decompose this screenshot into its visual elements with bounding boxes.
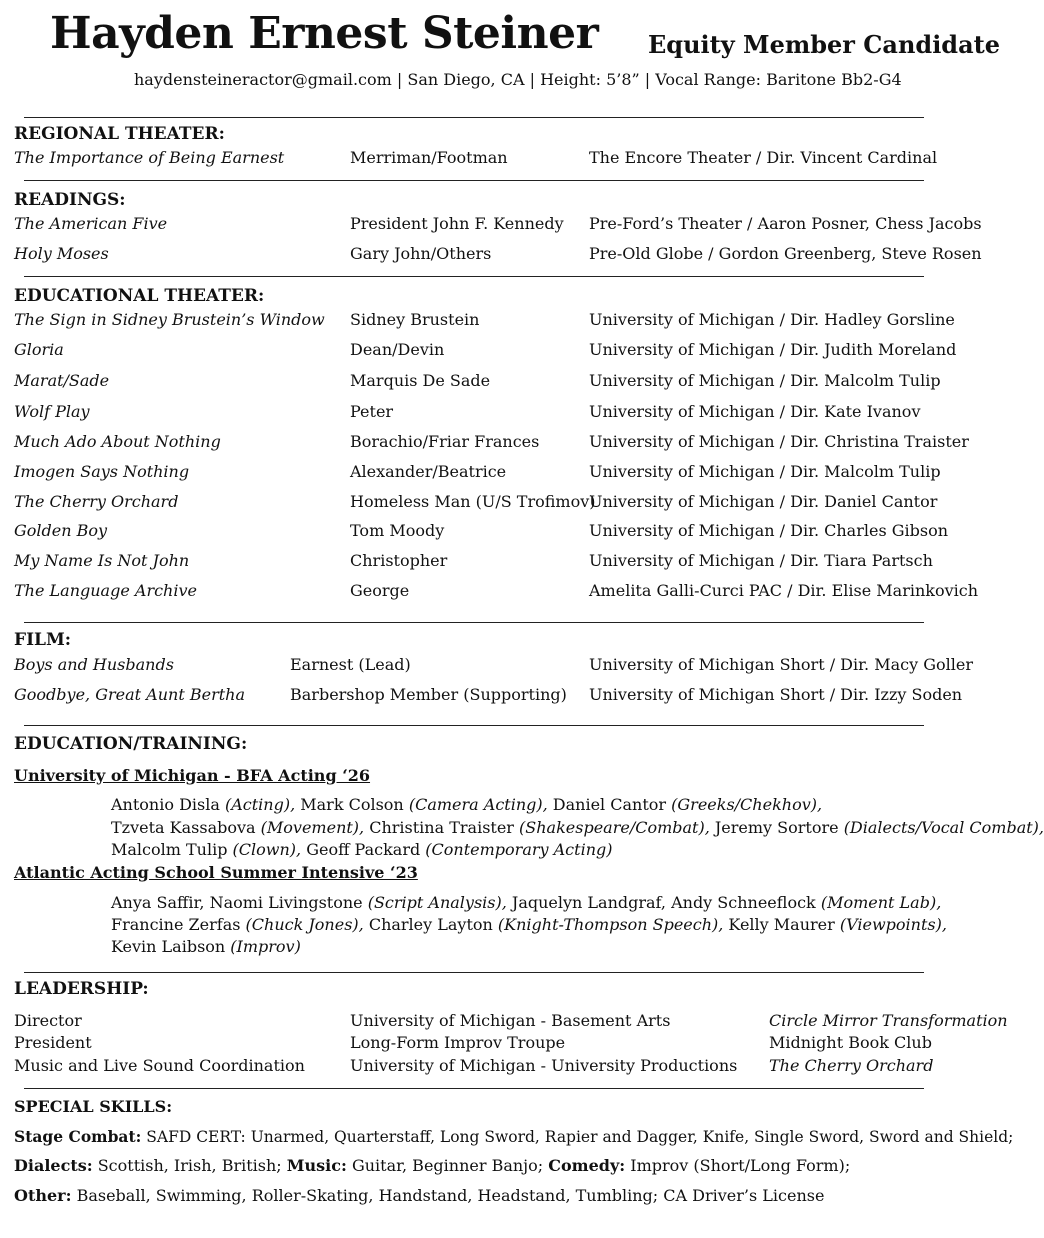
credit-venue: Pre-Ford’s Theater / Aaron Posner, Chess Jacobs [589,214,982,233]
training-focus: (Greeks/Chekhov), [671,795,823,814]
credit-venue: University of Michigan / Dir. Malcolm Tulip [589,462,941,481]
credit-row [0,148,994,170]
divider [24,972,924,973]
credit-role: George [350,581,410,600]
skill-line-stage-combat [14,1127,1013,1146]
section-heading-education: EDUCATION/TRAINING: [14,734,248,754]
divider [24,725,924,726]
section-heading-skills: SPECIAL SKILLS: [14,1097,173,1116]
teacher-line [111,915,947,934]
credit-venue: University of Michigan / Dir. Judith Moreland [589,340,957,359]
training-focus: (Script Analysis), [367,893,507,912]
divider [24,1088,924,1089]
credit-role: Barbershop Member (Supporting) [290,685,567,704]
training-focus: (Chuck Jones), [245,915,364,934]
credit-row [0,492,994,514]
skill-label: Music: [286,1156,347,1175]
teacher-line [111,840,612,859]
training-focus: (Moment Lab), [820,893,942,912]
credit-role: Earnest (Lead) [290,655,411,674]
teacher-name: Tzveta Kassabova [111,818,261,837]
training-focus: (Movement), [260,818,365,837]
credit-venue: University of Michigan / Dir. Charles Gibson [589,521,949,540]
teacher-name: Jaquelyn Landgraf, Andy Schneeflock [506,893,821,912]
teacher-line [111,937,301,956]
teacher-name: Geoff Packard [301,840,426,859]
training-focus: (Acting), [224,795,296,814]
teacher-name: Daniel Cantor [547,795,672,814]
skill-line-dialects [14,1156,850,1175]
credit-title: Gloria [14,340,64,359]
credit-row [0,432,994,454]
credit-title: Marat/Sade [14,371,110,390]
training-focus: (Improv) [230,937,301,956]
credit-role: President John F. Kennedy [350,214,564,233]
credit-role: Dean/Devin [350,340,445,359]
teacher-name: Antonio Disla [111,795,225,814]
credit-row [0,340,994,362]
credit-title: The Sign in Sidney Brustein’s Window [14,310,325,329]
credit-role: Sidney Brustein [350,310,480,329]
school-name: Atlantic Acting School Summer Intensive ‘23 [14,863,418,882]
leadership-row [0,1033,994,1055]
credit-title: Much Ado About Nothing [14,432,221,451]
section-heading-educational: EDUCATIONAL THEATER: [14,286,265,306]
skill-value: Improv (Short/Long Form); [625,1156,851,1175]
credit-venue: University of Michigan / Dir. Hadley Gorsline [589,310,955,329]
teacher-name: Kelly Maurer [723,915,840,934]
training-focus: (Contemporary Acting) [425,840,613,859]
training-focus: (Clown), [232,840,302,859]
skill-value: Guitar, Beginner Banjo; [346,1156,544,1175]
credit-role: Homeless Man (U/S Trofimov) [350,492,596,511]
teacher-line [111,795,822,814]
training-focus: (Camera Acting), [408,795,548,814]
credit-title: The American Five [14,214,168,233]
credit-title: My Name Is Not John [14,551,190,570]
credit-role: Borachio/Friar Frances [350,432,540,451]
skill-label: Dialects: [14,1156,93,1175]
credit-title: Imogen Says Nothing [14,462,190,481]
credit-venue: University of Michigan / Dir. Malcolm Tulip [589,371,941,390]
skill-value: SAFD CERT: Unarmed, Quarterstaff, Long Sword, Rapier and Dagger, Knife, Single Sword, Sword and Shield; [141,1128,1014,1146]
leadership-organization: University of Michigan - University Productions [350,1056,738,1075]
credit-row [0,371,994,393]
divider [24,180,924,181]
credit-row [0,685,994,707]
divider [24,117,924,118]
leadership-position: Director [14,1011,82,1030]
teacher-name: Jeremy Sortore [709,818,844,837]
contact-line: haydensteineractor@gmail.com | San Diego, CA | Height: 5’8” | Vocal Range: Baritone Bb2-G4 [134,70,902,89]
credit-title: The Importance of Being Earnest [14,148,285,167]
teacher-line [111,818,1044,837]
credit-row [0,655,994,677]
leadership-organization: University of Michigan - Basement Arts [350,1011,671,1030]
credit-title: Golden Boy [14,521,108,540]
teacher-name: Christina Traister [364,818,520,837]
teacher-name: Kevin Laibson [111,937,231,956]
credit-row [0,581,994,603]
teacher-name: Mark Colson [295,795,409,814]
credit-row [0,310,994,332]
credit-row [0,462,994,484]
credit-row [0,521,994,543]
credit-venue: Amelita Galli-Curci PAC / Dir. Elise Marinkovich [589,581,979,600]
credit-row [0,402,994,424]
credit-title: The Cherry Orchard [14,492,179,511]
leadership-position: Music and Live Sound Coordination [14,1056,305,1075]
credit-title: Holy Moses [14,244,109,263]
divider [24,276,924,277]
skill-line-other [14,1186,824,1205]
leadership-row [0,1011,1008,1033]
skill-label: Comedy: [548,1156,626,1175]
teacher-name: Malcolm Tulip [111,840,233,859]
training-focus: (Viewpoints), [839,915,947,934]
credit-role: Peter [350,402,394,421]
teacher-line [111,893,941,912]
teacher-name: Francine Zerfas [111,915,246,934]
section-heading-leadership: LEADERSHIP: [14,979,149,999]
credit-venue: University of Michigan / Dir. Daniel Cantor [589,492,938,511]
actor-name: Hayden Ernest Steiner [50,8,599,59]
credit-venue: University of Michigan / Dir. Tiara Partsch [589,551,933,570]
training-focus: (Dialects/Vocal Combat), [843,818,1044,837]
school-name: University of Michigan - BFA Acting ‘26 [14,766,371,785]
section-heading-film: FILM: [14,630,72,650]
leadership-position: President [14,1033,92,1052]
credit-venue: Pre-Old Globe / Gordon Greenberg, Steve Rosen [589,244,982,263]
training-focus: (Shakespeare/Combat), [519,818,710,837]
skill-value: Scottish, Irish, British; [92,1156,282,1175]
credit-role: Gary John/Others [350,244,492,263]
credit-role: Tom Moody [350,521,445,540]
credit-venue: University of Michigan / Dir. Christina Traister [589,432,969,451]
leadership-project: The Cherry Orchard [769,1056,934,1075]
teacher-name: Charley Layton [363,915,498,934]
divider [24,622,924,623]
union-status: Equity Member Candidate [648,30,1000,59]
credit-title: Boys and Husbands [14,655,174,674]
credit-row [0,214,994,236]
skill-label: Stage Combat: [14,1127,142,1146]
credit-venue: University of Michigan Short / Dir. Izzy Soden [589,685,963,704]
skill-value: Baseball, Swimming, Roller-Skating, Handstand, Headstand, Tumbling; CA Driver’s License [71,1186,825,1205]
credit-venue: The Encore Theater / Dir. Vincent Cardinal [589,148,938,167]
leadership-project: Midnight Book Club [769,1033,932,1052]
credit-role: Christopher [350,551,448,570]
credit-title: The Language Archive [14,581,197,600]
credit-venue: University of Michigan / Dir. Kate Ivanov [589,402,921,421]
training-focus: (Knight-Thompson Speech), [497,915,724,934]
section-heading-readings: READINGS: [14,190,126,210]
credit-row [0,551,994,573]
credit-role: Merriman/Footman [350,148,508,167]
leadership-project: Circle Mirror Transformation [769,1011,1008,1030]
section-heading-regional: REGIONAL THEATER: [14,124,225,144]
teacher-name: Anya Saffir, Naomi Livingstone [111,893,368,912]
credit-role: Marquis De Sade [350,371,491,390]
credit-title: Goodbye, Great Aunt Bertha [14,685,245,704]
leadership-row [0,1056,994,1078]
credit-title: Wolf Play [14,402,90,421]
credit-role: Alexander/Beatrice [350,462,507,481]
credit-row [0,244,994,266]
credit-venue: University of Michigan Short / Dir. Macy Goller [589,655,973,674]
leadership-organization: Long-Form Improv Troupe [350,1033,566,1052]
skill-label: Other: [14,1186,72,1205]
